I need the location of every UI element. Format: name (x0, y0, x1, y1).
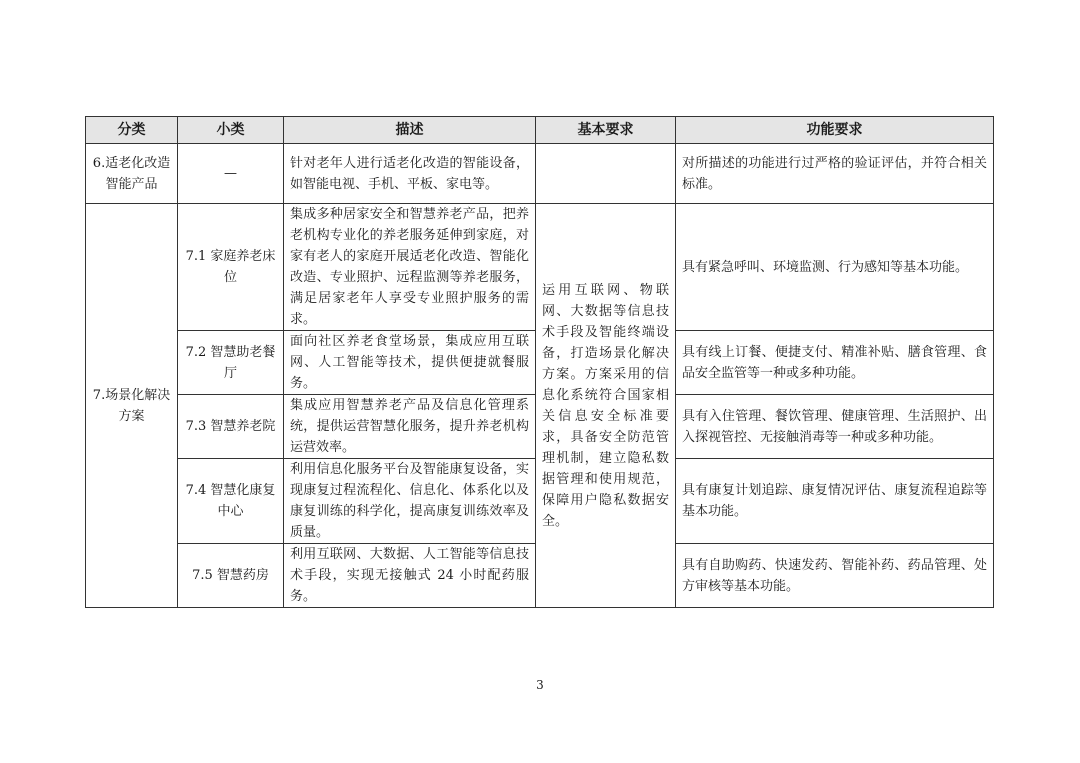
function-cell: 具有康复计划追踪、康复情况评估、康复流程追踪等基本功能。 (676, 459, 994, 544)
header-basic-requirement: 基本要求 (536, 117, 676, 144)
description-cell: 利用互联网、大数据、人工智能等信息技术手段，实现无接触式 24 小时配药服务。 (284, 544, 536, 608)
subcategory-cell: 7.2 智慧助老餐厅 (178, 331, 284, 395)
function-cell: 对所描述的功能进行过严格的验证评估，并符合相关标准。 (676, 144, 994, 204)
function-cell: 具有入住管理、餐饮管理、健康管理、生活照护、出入探视管控、无接触消毒等一种或多种功能。 (676, 395, 994, 459)
header-subcategory: 小类 (178, 117, 284, 144)
description-cell: 针对老年人进行适老化改造的智能设备，如智能电视、手机、平板、家电等。 (284, 144, 536, 204)
page-number: 3 (536, 678, 544, 692)
function-cell: 具有自助购药、快速发药、智能补药、药品管理、处方审核等基本功能。 (676, 544, 994, 608)
subcategory-cell: 7.4 智慧化康复中心 (178, 459, 284, 544)
description-cell: 集成多种居家安全和智慧养老产品，把养老机构专业化的养老服务延伸到家庭，对家有老人的家庭开展适老化改造、智能化改造、专业照护、远程监测等养老服务，满足居家老年人享受专业照护服务的需求。 (284, 204, 536, 331)
table-row (86, 144, 994, 204)
subcategory-cell: 7.5 智慧药房 (178, 544, 284, 608)
requirements-table (85, 116, 994, 608)
basic-requirement-cell-empty (536, 144, 676, 204)
table-row (86, 204, 994, 331)
subcategory-cell: — (178, 144, 284, 204)
function-cell: 具有线上订餐、便捷支付、精准补贴、膳食管理、食品安全监管等一种或多种功能。 (676, 331, 994, 395)
header-function-requirement: 功能要求 (676, 117, 994, 144)
description-cell: 集成应用智慧养老产品及信息化管理系统，提供运营智慧化服务，提升养老机构运营效率。 (284, 395, 536, 459)
header-description: 描述 (284, 117, 536, 144)
subcategory-cell: 7.1 家庭养老床位 (178, 204, 284, 331)
description-cell: 利用信息化服务平台及智能康复设备，实现康复过程流程化、信息化、体系化以及康复训练的科学化，提高康复训练效率及质量。 (284, 459, 536, 544)
description-cell: 面向社区养老食堂场景，集成应用互联网、人工智能等技术，提供便捷就餐服务。 (284, 331, 536, 395)
basic-requirement-cell: 运用互联网、物联网、大数据等信息技术手段及智能终端设备，打造场景化解决方案。方案采用的信息化系统符合国家相关信息安全标准要求，具备安全防范管理机制，建立隐私数据管理和使用规范，保障用户隐私数据安全。 (536, 204, 676, 608)
category-cell: 7.场景化解决方案 (86, 204, 178, 608)
subcategory-cell: 7.3 智慧养老院 (178, 395, 284, 459)
function-cell: 具有紧急呼叫、环境监测、行为感知等基本功能。 (676, 204, 994, 331)
table-header-row (86, 117, 994, 144)
header-category: 分类 (86, 117, 178, 144)
category-cell: 6.适老化改造智能产品 (86, 144, 178, 204)
